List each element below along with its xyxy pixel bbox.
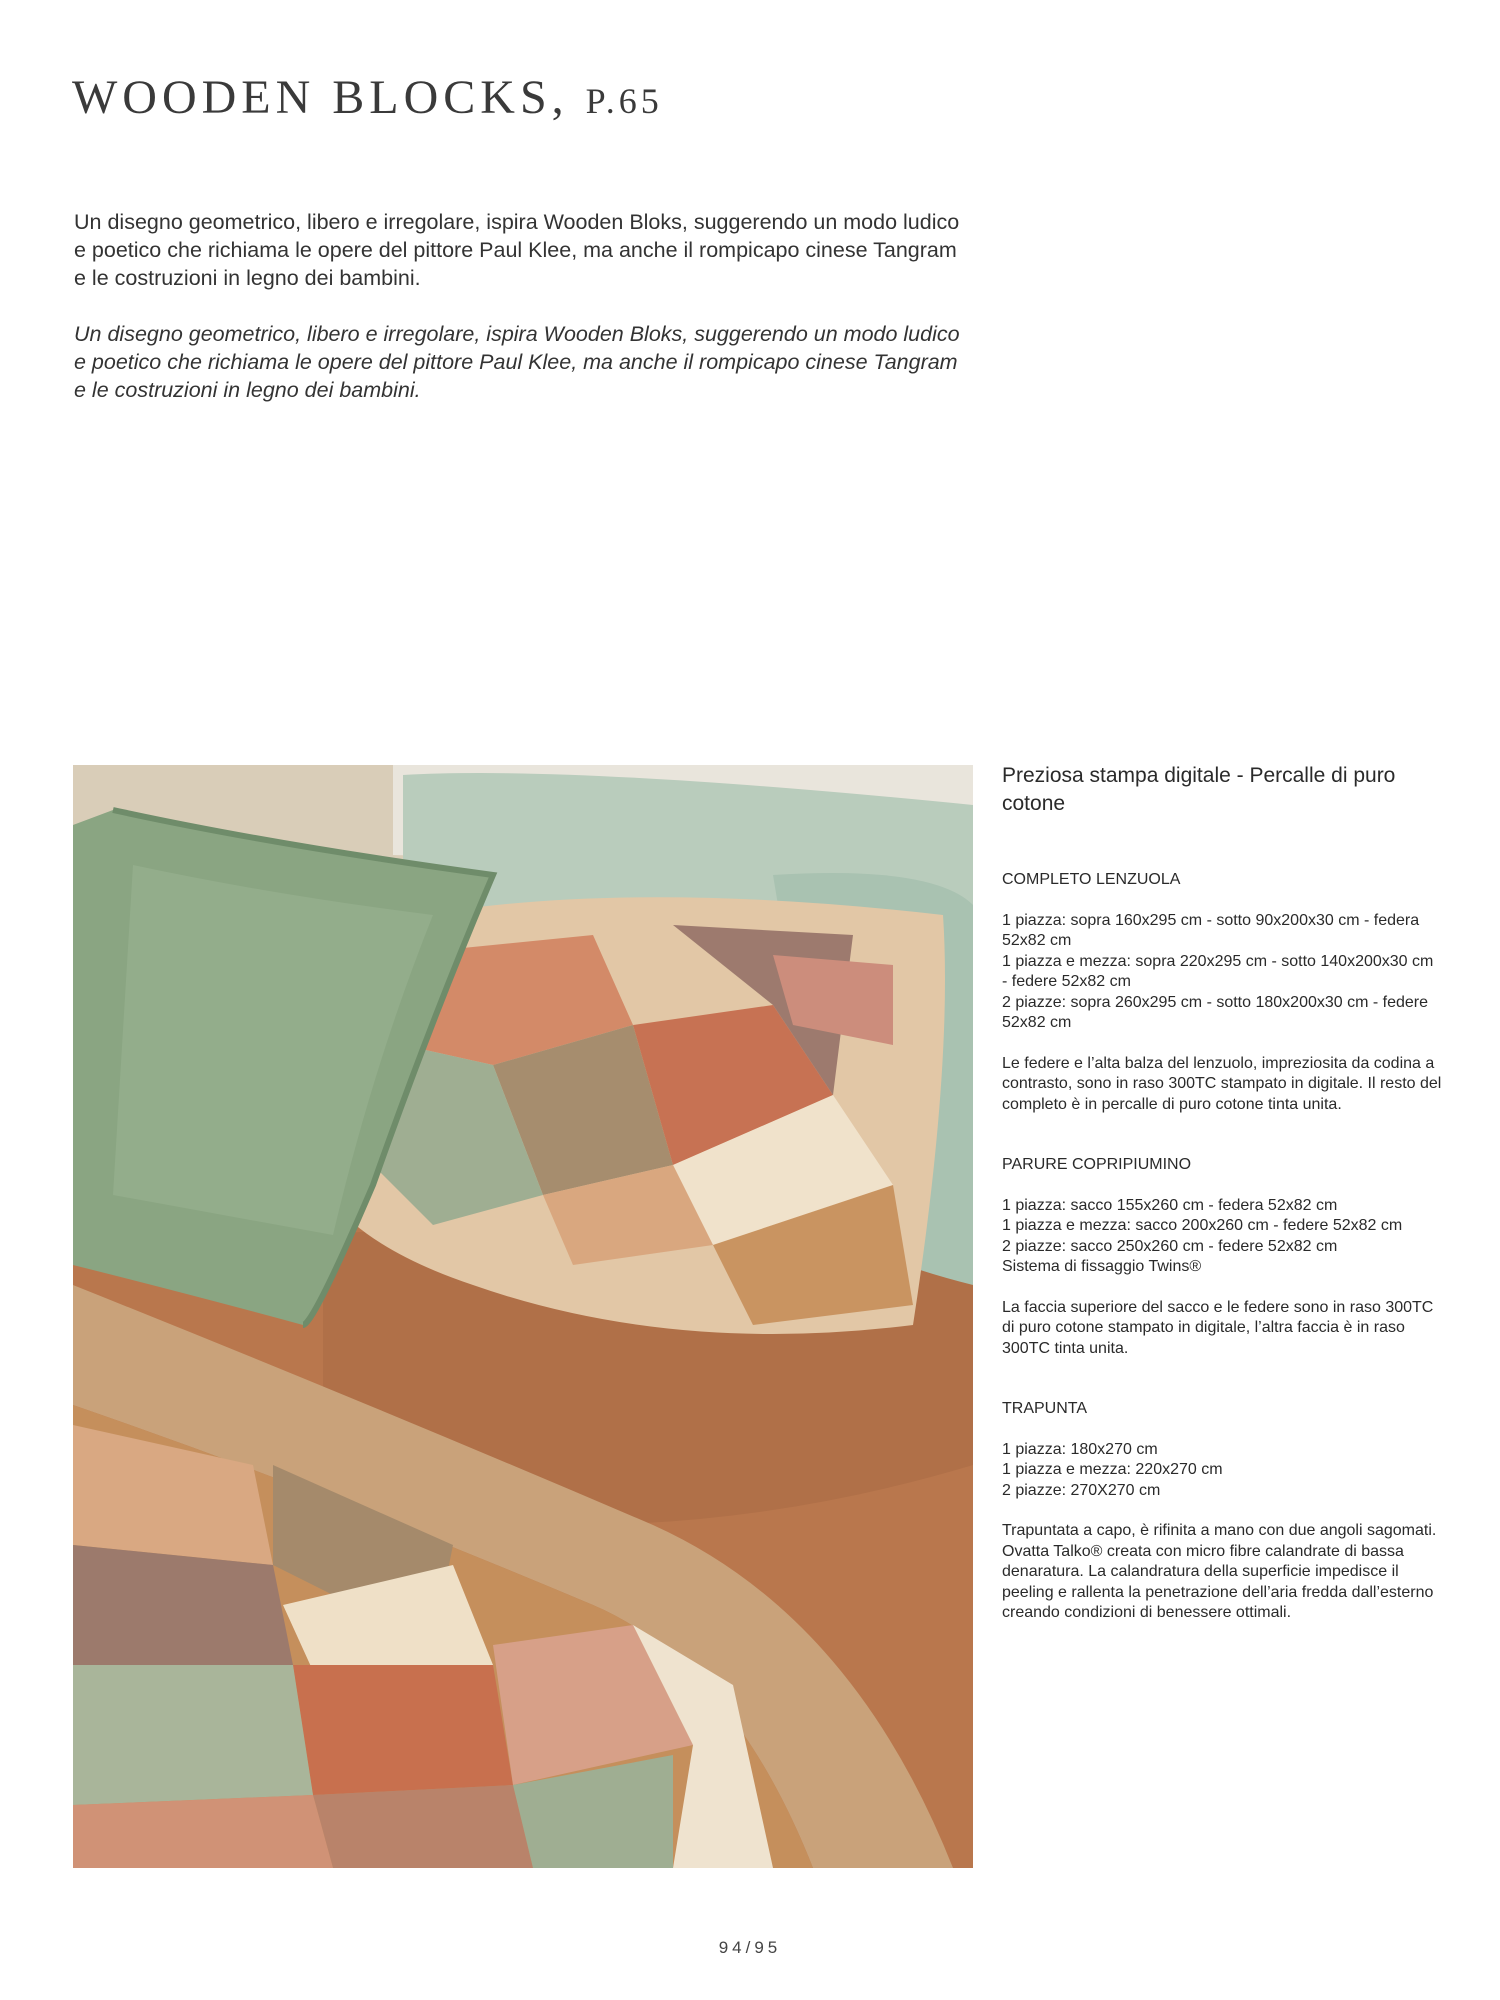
intro-text — [74, 208, 974, 432]
size-line: Sistema di fissaggio Twins® — [1002, 1258, 1202, 1275]
section-parure-copripiumino — [1002, 1155, 1442, 1359]
page-title — [72, 70, 663, 125]
note-line: Trapuntata a capo, è rifinita a mano con due angoli sagomati. — [1002, 1522, 1437, 1539]
section-note: La faccia superiore del sacco e le federe sono in raso 300TC di puro cotone stampato in digitale, l’altra faccia è in raso 300TC tinta unita. — [1002, 1298, 1434, 1357]
product-specifications — [1002, 762, 1442, 1664]
section-note: Le federe e l’alta balza del lenzuolo, impreziosita da codina a contrasto, sono in raso 300TC stampato in digitale. Il resto del completo è in percalle di puro cotone tinta unita. — [1002, 1054, 1442, 1113]
section-completo-lenzuola — [1002, 870, 1442, 1115]
page-reference: P.65 — [585, 81, 663, 121]
size-line: 1 piazza: 180x270 cm — [1002, 1440, 1158, 1458]
section-heading: COMPLETO LENZUOLA — [1002, 871, 1181, 888]
product-name: WOODEN BLOCKS, — [72, 71, 569, 124]
intro-paragraph: Un disegno geometrico, libero e irregolare, ispira Wooden Bloks, suggerendo un modo ludico e poetico che richiama le opere del pittore Paul Klee, ma anche il rompicapo cinese Tangram e le costruzioni in legno dei bambini. — [74, 210, 960, 290]
size-line: 1 piazza e mezza: sopra 220x295 cm - sotto 140x200x30 cm - federe 52x82 cm — [1002, 952, 1434, 990]
section-note — [1002, 1521, 1442, 1624]
size-line: 1 piazza: sopra 160x295 cm - sotto 90x200x30 cm - federa 52x82 cm — [1002, 911, 1420, 949]
intro-paragraph-italic: Un disegno geometrico, libero e irregolare, ispira Wooden Bloks, suggerendo un modo ludico e poetico che richiama le opere del pittore Paul Klee, ma anche il rompicapo cinese Tangram e le costruzioni in legno dei bambini. — [74, 322, 960, 402]
section-trapunta — [1002, 1399, 1442, 1624]
size-line: 2 piazze: sacco 250x260 cm - federe 52x82 cm — [1002, 1237, 1338, 1255]
section-heading: PARURE COPRIPIUMINO — [1002, 1156, 1192, 1173]
size-list — [1002, 1440, 1442, 1502]
size-line: 2 piazze: sopra 260x295 cm - sotto 180x200x30 cm - federe 52x82 cm — [1002, 993, 1429, 1031]
note-line: Ovatta Talko® creata con micro fibre calandrate di bassa denaratura. La calandratura della superficie impedisce il peeling e rallenta la penetrazione dell’aria fredda dall’esterno creando condizioni di benessere ottimali. — [1002, 1542, 1434, 1621]
section-heading: TRAPUNTA — [1002, 1400, 1088, 1417]
size-list — [1002, 911, 1442, 1034]
bedding-illustration — [73, 765, 973, 1868]
page-number: 94/95 — [718, 1938, 782, 1957]
size-line: 2 piazze: 270X270 cm — [1002, 1481, 1161, 1499]
specs-lead: Preziosa stampa digitale - Percalle di puro cotone — [1002, 764, 1396, 815]
size-line: 1 piazza e mezza: 220x270 cm — [1002, 1461, 1223, 1478]
size-line: 1 piazza: sacco 155x260 cm - federa 52x82 cm — [1002, 1196, 1338, 1214]
size-list — [1002, 1196, 1442, 1278]
bedding-photo — [73, 765, 973, 1868]
size-line: 1 piazza e mezza: sacco 200x260 cm - federe 52x82 cm — [1002, 1217, 1403, 1234]
